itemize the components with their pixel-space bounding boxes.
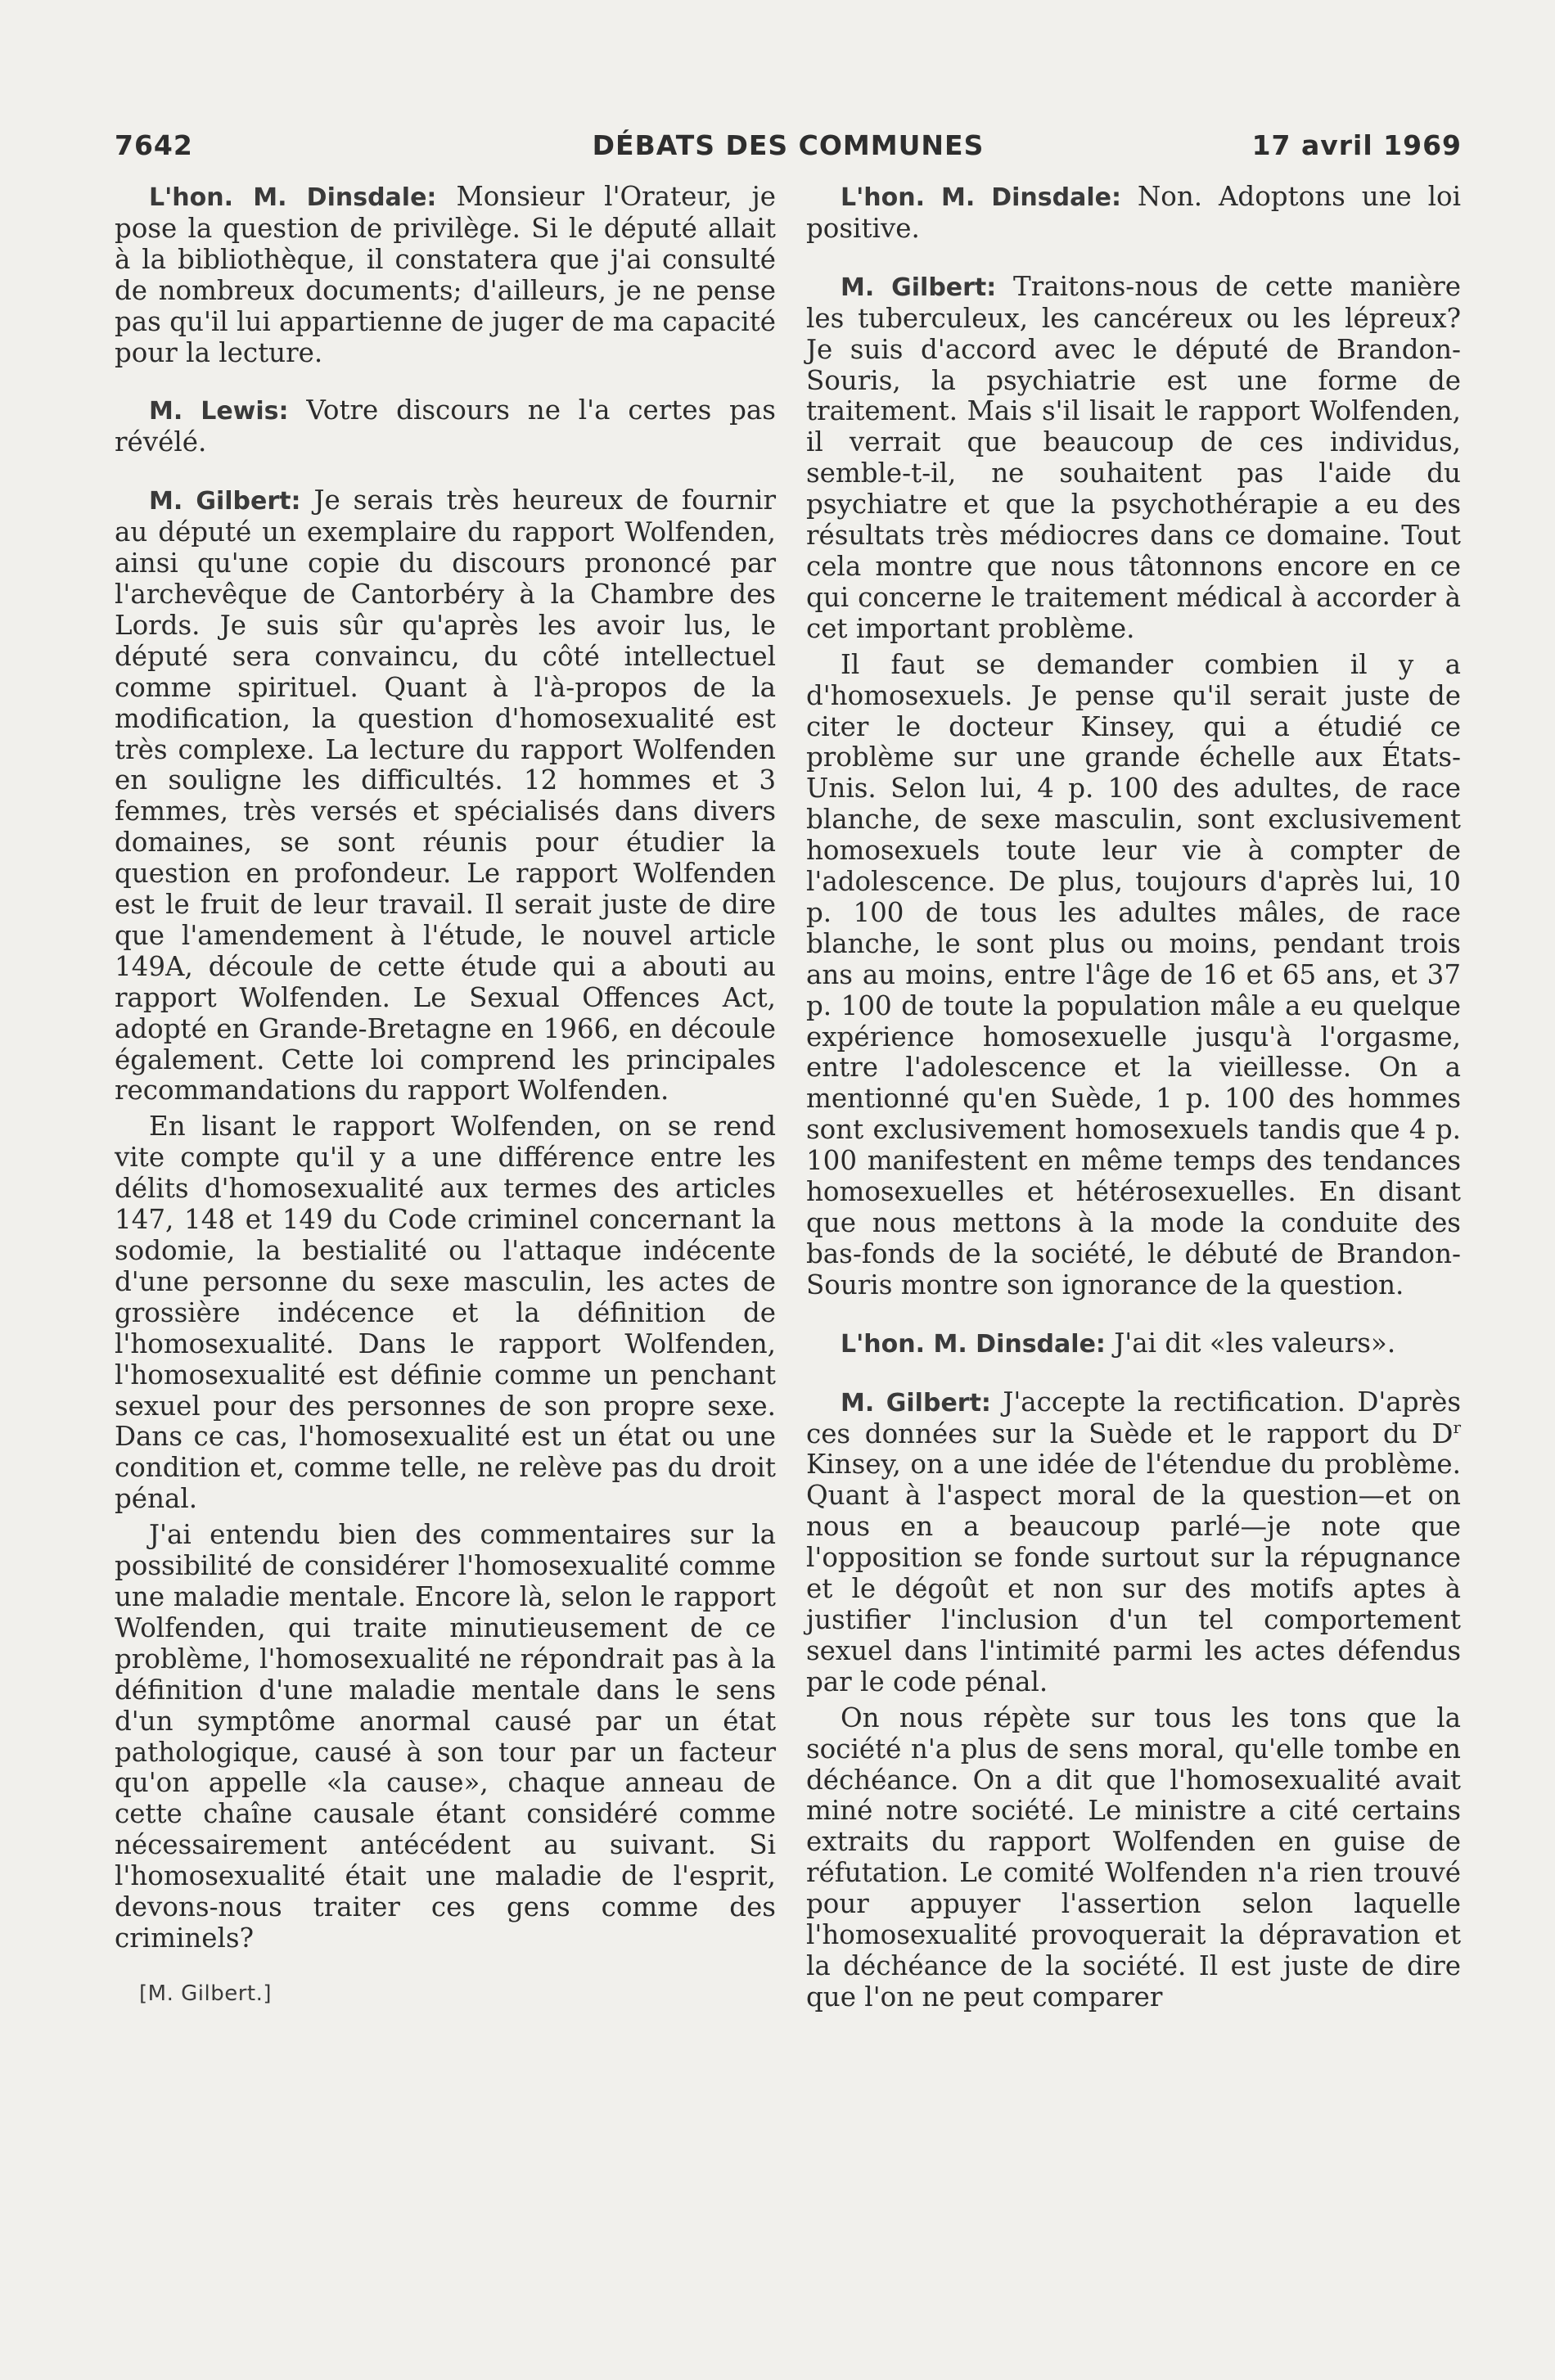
paragraph-text: J'accepte la rectification. D'après ces données sur la Suède et le rapport du D [806,1386,1461,1449]
left-column [115,182,776,2010]
speaker-label: M. Gilbert: [149,487,301,516]
paragraph [806,1328,1461,1360]
page-header [115,129,1462,170]
paragraph [806,650,1461,1301]
paragraph [115,485,776,1107]
paragraph-text: J'ai dit «les valeurs». [1114,1327,1396,1359]
paragraph [806,182,1461,245]
speaker-signature: [M. Gilbert.] [139,1981,272,2006]
speaker-label: L'hon. M. Dinsdale: [149,183,437,212]
paragraph [115,182,776,368]
paragraph-text: J'ai entendu bien des commentaires sur la possibilité de considérer l'homosexualité comme une maladie mentale. Encore là, selon le rapport Wolfenden, qui traite minutieusement de ce problème, l'homosexualité ne répondrait pas à la définition d'une maladie mentale dans le sens d'un symptôme anormal causé par un état pathologique, causé à son tour par un facteur qu'on appelle «la cause», chaque anneau de cette chaîne causale étant considéré comme nécessairement antécédent au suivant. Si l'homosexualité était une maladie de l'esprit, devons-nous traiter ces gens comme des criminels? [115,1519,776,1954]
right-column [806,182,1461,2018]
page-number: 7642 [115,129,193,161]
paragraph [115,1520,776,1954]
paragraph [806,272,1461,645]
paragraph [806,1387,1461,1698]
speaker-label: M. Lewis: [149,397,289,426]
paragraph-text: On nous répète sur tous les tons que la société n'a plus de sens moral, qu'elle tombe en déchéance. On a dit que l'homosexualité avait miné notre société. Le ministre a cité certains extraits du rapport Wolfenden en guise de réfutation. Le comité Wolfenden n'a rien trouvé pour appuyer l'assertion selon laquelle l'homosexualité provoquerait la dépravation et la déchéance de la société. Il est juste de dire que l'on ne peut comparer [806,1702,1461,2013]
paragraph-text: Il faut se demander combien il y a d'homosexuels. Je pense qu'il serait juste de citer le docteur Kinsey, qui a étudié ce problème sur une grande échelle aux États-Unis. Selon lui, 4 p. 100 des adultes, de race blanche, de sexe masculin, sont exclusivement homosexuels toute leur vie à compter de l'adolescence. De plus, toujours d'après lui, 10 p. 100 de tous les adultes mâles, de race blanche, le sont plus ou moins, pendant trois ans au moins, entre l'âge de 16 et 65 ans, et 37 p. 100 de toute la population mâle a eu quelque expérience homosexuelle jusqu'à l'orgasme, entre l'adolescence et la vieillesse. On a mentionné qu'en Suède, 1 p. 100 des hommes sont exclusivement homosexuels tandis que 4 p. 100 manifestent en même temps des tendances homosexuelles et hétérosexuelles. En disant que nous mettons à la mode la conduite des bas-fonds de la société, le débuté de Brandon-Souris montre son ignorance de la question. [806,648,1461,1300]
paragraph [806,1703,1461,2013]
speaker-label: L'hon. M. Dinsdale: [841,183,1121,212]
speaker-label: L'hon. M. Dinsdale: [841,1329,1106,1359]
paragraph [115,1111,776,1515]
paragraph-text: Monsieur l'Orateur, je pose la question de privilège. Si le député allait à la bibliothèque, il constatera que j'ai consulté de nombreux documents; d'ailleurs, je ne pense pas qu'il lui appartienne de juger de ma capacité pour la lecture. [115,181,776,368]
superscript: r [1453,1417,1461,1437]
paragraph-text: Non. Adoptons une loi positive. [806,181,1461,244]
speaker-label: M. Gilbert: [841,273,997,302]
page-date: 17 avril 1969 [1251,129,1462,161]
paragraph-text: Je serais très heureux de fournir au député un exemplaire du rapport Wolfenden, ainsi qu'une copie du discours prononcé par l'archevêque de Cantorbéry à la Chambre des Lords. Je suis sûr qu'après les avoir lus, le député sera convaincu, du côté intellectuel comme spirituel. Quant à l'à-propos de la modification, la question d'homosexualité est très complexe. La lecture du rapport Wolfenden en souligne les difficultés. 12 hommes et 3 femmes, très versés et spécialisés dans divers domaines, se sont réunis pour étudier la question en profondeur. Le rapport Wolfenden est le fruit de leur travail. Il serait juste de dire que l'amendement à l'étude, le nouvel article 149A, découle de cette étude qui a abouti au rapport Wolfenden. Le Sexual Offences Act, adopté en Grande-Bretagne en 1966, en découle également. Cette loi comprend les principales recommandations du rapport Wolfenden. [115,485,776,1107]
paragraph-text: Traitons-nous de cette manière les tuberculeux, les cancéreux ou les lépreux? Je suis d'accord avec le député de Brandon-Souris, la psychiatrie est une forme de traitement. Mais s'il lisait le rapport Wolfenden, il verrait que beaucoup de ces individus, semble-t-il, ne souhaitent pas l'aide du psychiatre et que la psychothérapie a eu des résultats très médiocres dans ce domaine. Tout cela montre que nous tâtonnons encore en ce qui concerne le traitement médical à accorder à cet important problème. [806,270,1461,644]
publication-title: DÉBATS DES COMMUNES [592,129,985,161]
speaker-label: M. Gilbert: [841,1388,991,1418]
paragraph [115,395,776,458]
paragraph-text: Kinsey, on a une idée de l'étendue du problème. Quant à l'aspect moral de la question—et on nous en a beaucoup parlé—je note que l'opposition se fonde surtout sur la répugnance et le dégoût et non sur des motifs aptes à justifier l'inclusion d'un tel comportement sexuel dans l'intimité parmi les actes défendus par le code pénal. [806,1449,1461,1697]
paragraph-text: En lisant le rapport Wolfenden, on se rend vite compte qu'il y a une différence entre les délits d'homosexualité aux termes des articles 147, 148 et 149 du Code criminel concernant la sodomie, la bestialité ou l'attaque indécente d'une personne du sexe masculin, les actes de grossière indécence et la définition de l'homosexualité. Dans le rapport Wolfenden, l'homosexualité est définie comme un penchant sexuel pour des personnes de son propre sexe. Dans ce cas, l'homosexualité est un état ou une condition et, comme telle, ne relève pas du droit pénal. [115,1111,776,1515]
paragraph-text: Votre discours ne l'a certes pas révélé. [115,394,776,458]
